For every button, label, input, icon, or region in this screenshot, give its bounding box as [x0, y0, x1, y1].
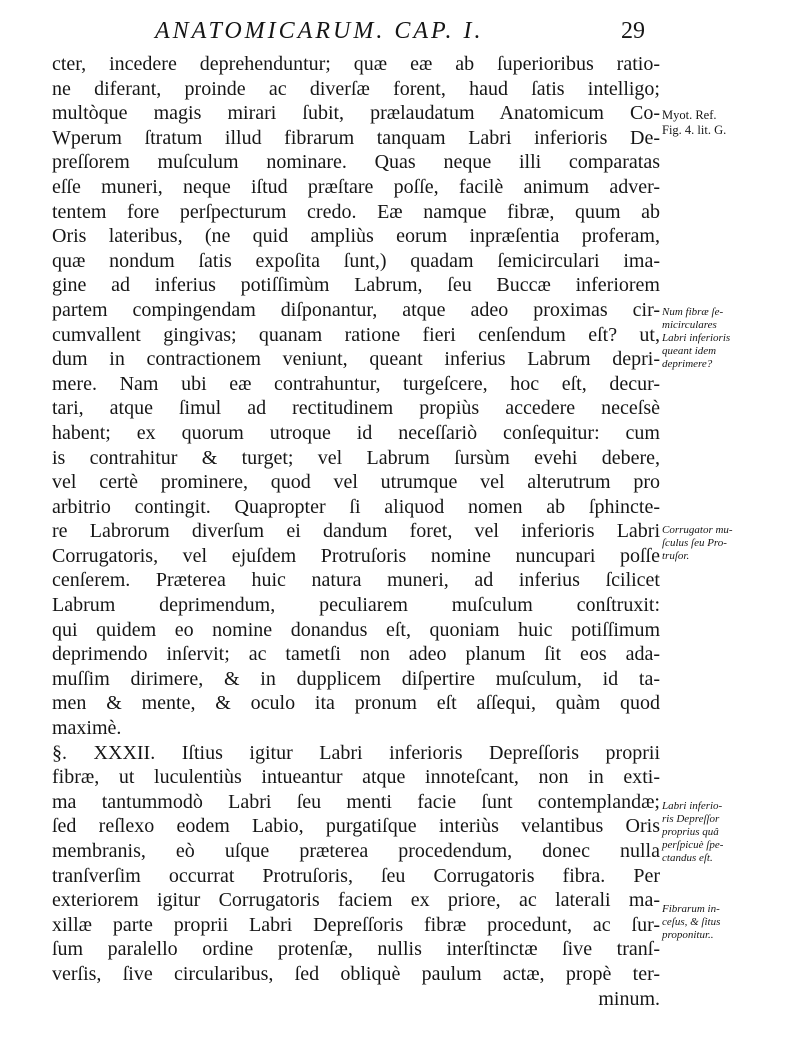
text-line: dum in contractionem veniunt, queant inferius Labrum depri- [52, 348, 660, 371]
margin-note-line: proprius quâ [662, 826, 719, 838]
text-line: xillæ parte proprii Labri Depreſſoris fibræ procedunt, ac ſur- [52, 913, 660, 936]
margin-note-fibrarum-situs [662, 903, 794, 942]
text-line: quæ nondum ſatis expoſita ſunt,) quadam ſemicirculari ima- [52, 249, 660, 272]
text-line: partem compingendam diſponantur, atque adeo proximas cir- [52, 298, 660, 321]
text-line: maximè. [52, 717, 122, 740]
margin-note-depressor-proprius [662, 800, 794, 865]
text-line: membranis, eò uſque præterea procedendum, donec nulla [52, 840, 660, 862]
text-line: re Labrorum diverſum ei dandum foret, vel inferioris Labri [52, 520, 660, 543]
text-line: qui quidem eo nomine donandus eſt, quoniam huic potiſſimum [52, 618, 660, 641]
margin-note-line: queant idem [662, 345, 717, 357]
margin-note-line: ctandus eſt. [662, 852, 713, 864]
text-line: ſum paralello ordine protenſæ, nullis interſtinctæ ſive tranſ- [52, 938, 660, 961]
text-line: verſis, ſive circularibus, ſed obliquè paulum actæ, propè ter- [52, 962, 660, 985]
text-line: eſſe muneri, neque iſtud præſtare poſſe, facilè animum adver- [52, 175, 660, 198]
text-line: tentem fore perſpecturum credo. Eæ namque fibræ, quum ab [52, 200, 660, 223]
text-line: Wperum ſtratum illud fibrarum tanquam Labri inferioris De- [52, 126, 660, 149]
margin-note-myotomia-ref [662, 108, 794, 138]
text-line: Oris lateribus, (ne quid ampliùs eorum inpræſentia proferam, [52, 225, 660, 248]
margin-note-line: micirculares [662, 319, 717, 331]
text-line: cter, incedere deprehenduntur; quæ eæ ab ſuperioribus ratio- [52, 53, 660, 75]
text-line: multòque magis mirari ſubit, prælaudatum Anatomicum Co- [52, 102, 660, 125]
margin-note-line: ſculus ſeu Pro- [662, 537, 727, 549]
text-line: ne diferant, proinde ac diverſæ forent, haud ſatis intelligo; [52, 77, 660, 100]
text-line: deprimendo inſervit; ac tametſi non adeo planum ſit eos ada- [52, 643, 660, 666]
margin-note-line: proponitur.. [662, 929, 714, 941]
margin-note-line: perſpicuè ſpe- [662, 839, 724, 851]
text-line: exteriorem igitur Corrugatoris faciem ex priore, ac laterali ma- [52, 889, 660, 912]
margin-note-line: Labri inferioris [662, 332, 731, 344]
text-line: muſſim dirimere, & in dupplicem diſpertire muſculum, id ta- [52, 667, 660, 690]
margin-note-line: Myot. Ref. [662, 108, 717, 122]
page-header [155, 18, 645, 48]
text-line: ma tantummodò Labri ſeu menti facie ſunt contemplandæ; [52, 790, 660, 813]
margin-note-corrugator [662, 524, 794, 563]
text-line: preſſorem muſculum nominare. Quas neque illi comparatas [52, 151, 660, 174]
page-number: 29 [621, 18, 645, 44]
margin-note-line: ris Depreſſor [662, 813, 720, 825]
text-line: ſed reſlexo eodem Labio, purgatiſque interiùs velantibus Oris [52, 815, 660, 838]
body-text [52, 52, 660, 1011]
text-line: vel certè prominere, quod vel utrumque vel alterutrum pro [52, 471, 660, 494]
running-title: ANATOMICARUM. CAP. I. [155, 18, 484, 44]
text-line: mere. Nam ubi eæ contrahuntur, turgeſcere, hoc eſt, decur- [52, 372, 660, 395]
text-line: gine ad inferius potiſſimùm Labrum, ſeu Buccæ inferiorem [52, 274, 660, 297]
text-line: Labrum deprimendum, peculiarem muſculum conſtruxit: [52, 594, 660, 617]
text-line: Corrugatoris, vel ejuſdem Protruſoris nomine nuncupari poſſe [52, 544, 660, 567]
text-line: is contrahitur & turget; vel Labrum ſursùm evehi debere, [52, 446, 660, 469]
margin-note-line: Corrugator mu- [662, 524, 733, 536]
text-line: men & mente, & oculo ita pronum eſt aſſequi, quàm quod [52, 692, 660, 715]
margin-note-line: Fibrarum in- [662, 903, 720, 915]
margin-note-line: Num fibræ ſe- [662, 306, 724, 318]
text-line: tranſverſim occurrat Protruſoris, ſeu Corrugatoris fibra. Per [52, 864, 660, 887]
margin-note-line: Labri inferio- [662, 800, 723, 812]
text-line: habent; ex quorum utroque id neceſſariò conſequitur: cum [52, 421, 660, 444]
section-heading-line: §. XXXII. Iſtius igitur Labri inferioris Depreſſoris proprii [52, 741, 660, 764]
margin-note-semicircular-fibres [662, 306, 794, 371]
text-line: fibræ, ut luculentiùs intueantur atque innoteſcant, non in exti- [52, 766, 660, 789]
catchword-line: minum. [598, 987, 660, 1010]
margin-note-line: Fig. 4. lit. G. [662, 123, 727, 137]
margin-note-line: ceſus, & ſitus [662, 916, 721, 928]
text-line: cenſerem. Præterea huic natura muneri, ad inferius ſcilicet [52, 569, 660, 592]
text-line: tari, atque ſimul ad rectitudinem propiùs accedere neceſsè [52, 397, 660, 420]
margin-note-line: deprimere? [662, 358, 713, 370]
text-line: cumvallent gingivas; quanam ratione fieri cenſendum eſt? ut, [52, 323, 660, 346]
margin-note-line: truſor. [662, 550, 690, 562]
text-line: arbitrio contingit. Quapropter ſi aliquod nomen ab ſphincte- [52, 495, 660, 518]
